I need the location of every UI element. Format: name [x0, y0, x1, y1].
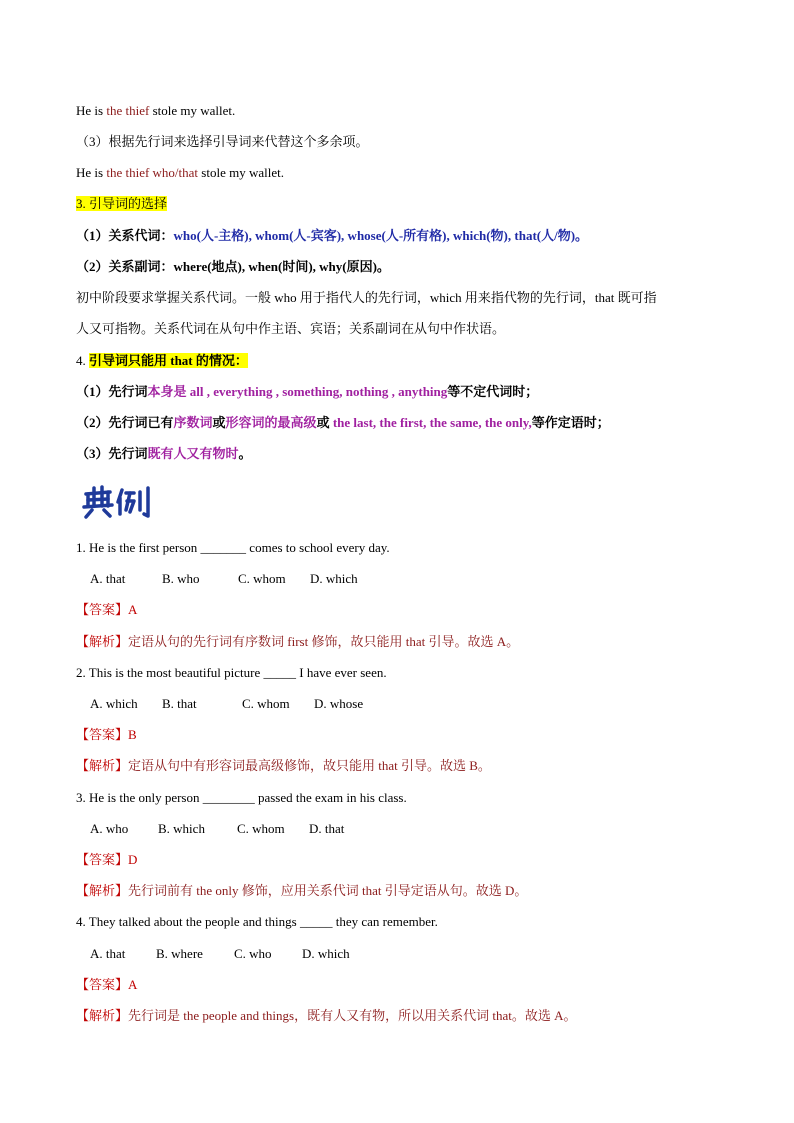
answer-value: B — [128, 727, 137, 742]
question-2-option-d[interactable]: D. whose — [314, 696, 364, 711]
rule-2-tail: 等作定语时； — [531, 415, 610, 430]
explanation-label: 【解析】 — [76, 634, 129, 649]
question-2-explanation — [76, 757, 491, 775]
examples-logo — [80, 484, 156, 524]
rule-2-or-2: 或 — [316, 415, 333, 430]
answer-label: 【答案】 — [76, 602, 129, 617]
examples-logo-image — [80, 484, 156, 520]
explanation-label: 【解析】 — [76, 1008, 129, 1023]
question-4-option-c[interactable]: C. who — [234, 946, 272, 961]
example-sentence-1: He is the thief stole my wallet. — [76, 103, 236, 118]
rule-2 — [76, 414, 610, 432]
question-1-option-b[interactable]: B. who — [162, 571, 200, 586]
example-2-pre: He is — [76, 165, 107, 180]
explanation-label: 【解析】 — [76, 758, 129, 773]
example-sentence-2 — [76, 164, 284, 182]
question-2: 2. This is the most beautiful picture _____ I have ever seen. — [76, 665, 387, 680]
example-2-highlight: the thief who/that — [106, 165, 199, 180]
question-1-option-a[interactable]: A. that — [90, 571, 126, 586]
relative-pronouns-content: who(人-主格), whom(人-宾客), whose(人-所有格), which(物), that(人/物)。 — [173, 228, 589, 243]
relative-adverbs — [76, 258, 390, 276]
question-3-option-c[interactable]: C. whom — [237, 821, 285, 836]
question-3-answer — [76, 851, 137, 869]
answer-value: A — [128, 977, 138, 992]
note-3: （3）根据先行词来选择引导词来代替这个多余项。 — [76, 134, 369, 149]
explanation-label: 【解析】 — [76, 883, 129, 898]
relative-adverbs-label: （2）关系副词： — [76, 259, 174, 274]
rule-2-superlative: 形容词的最高级 — [225, 415, 317, 430]
question-3-option-a[interactable]: A. who — [90, 821, 129, 836]
section-4-title: 引导词只能用 that 的情况： — [89, 353, 248, 368]
section-3-title: 3. 引导词的选择 — [76, 196, 168, 211]
rule-1-tail: 等不定代词时； — [447, 384, 539, 399]
explanation-text: 定语从句的先行词有序数词 first 修饰，故只能用 that 引导。故选 A。 — [128, 634, 520, 649]
question-3: 3. He is the only person ________ passed the exam in his class. — [76, 790, 407, 805]
question-4-answer — [76, 976, 137, 994]
rule-2-or-1: 或 — [212, 415, 226, 430]
answer-label: 【答案】 — [76, 977, 129, 992]
question-3-explanation — [76, 882, 527, 900]
answer-value: D — [128, 852, 138, 867]
rule-3-label: （3）先行词 — [76, 446, 148, 461]
question-2-answer — [76, 726, 137, 744]
question-1-option-c[interactable]: C. whom — [238, 571, 286, 586]
question-1: 1. He is the first person _______ comes to school every day. — [76, 540, 390, 555]
example-2-post: stole my wallet. — [198, 165, 284, 180]
rule-1-emphasis: 本身是 all , everything , something, nothing , anything — [147, 384, 448, 399]
answer-value: A — [128, 602, 138, 617]
relative-pronouns-label: （1）关系代词： — [76, 228, 174, 243]
explanation-text: 先行词是 the people and things，既有人又有物，所以用关系代词 that。故选 A。 — [128, 1008, 577, 1023]
question-1-option-d[interactable]: D. which — [310, 571, 358, 586]
section-4-number: 4. — [76, 353, 89, 368]
rule-2-words: the last, the first, the same, the only, — [332, 415, 532, 430]
rule-3 — [76, 445, 252, 463]
example-1-highlight: the thief — [106, 103, 150, 118]
section-4-heading — [76, 352, 248, 370]
question-3-option-d[interactable]: D. that — [309, 821, 345, 836]
rule-3-emphasis: 既有人又有物时 — [147, 446, 239, 461]
explanation-text: 定语从句中有形容词最高级修饰，故只能用 that 引导。故选 B。 — [128, 758, 491, 773]
question-4-option-b[interactable]: B. where — [156, 946, 203, 961]
rule-2-label: （2）先行词已有 — [76, 415, 174, 430]
section-3-paragraph-line-1: 初中阶段要求掌握关系代词。一般 who 用于指代人的先行词，which 用来指代物的先行词，that 既可指 — [76, 290, 657, 305]
question-3-option-b[interactable]: B. which — [158, 821, 205, 836]
question-4-option-d[interactable]: D. which — [302, 946, 350, 961]
question-4: 4. They talked about the people and things _____ they can remember. — [76, 914, 438, 929]
answer-label: 【答案】 — [76, 852, 129, 867]
section-3-paragraph-line-2: 人又可指物。关系代词在从句中作主语、宾语；关系副词在从句中作状语。 — [76, 321, 506, 336]
question-4-option-a[interactable]: A. that — [90, 946, 126, 961]
rule-3-tail: 。 — [238, 446, 252, 461]
rule-1 — [76, 383, 538, 401]
rule-2-ordinal: 序数词 — [173, 415, 213, 430]
rule-1-label: （1）先行词 — [76, 384, 148, 399]
relative-adverbs-content: where(地点), when(时间), why(原因)。 — [173, 259, 390, 274]
question-4-explanation — [76, 1007, 576, 1025]
explanation-text: 先行词前有 the only 修饰，应用关系代词 that 引导定语从句。故选 D。 — [128, 883, 528, 898]
question-1-explanation — [76, 633, 519, 651]
question-2-option-a[interactable]: A. which — [90, 696, 138, 711]
question-2-option-b[interactable]: B. that — [162, 696, 197, 711]
relative-pronouns — [76, 227, 588, 245]
question-2-option-c[interactable]: C. whom — [242, 696, 290, 711]
example-1-post: stole my wallet. — [149, 103, 236, 118]
section-3-heading — [76, 195, 167, 213]
question-1-answer — [76, 601, 137, 619]
answer-label: 【答案】 — [76, 727, 129, 742]
